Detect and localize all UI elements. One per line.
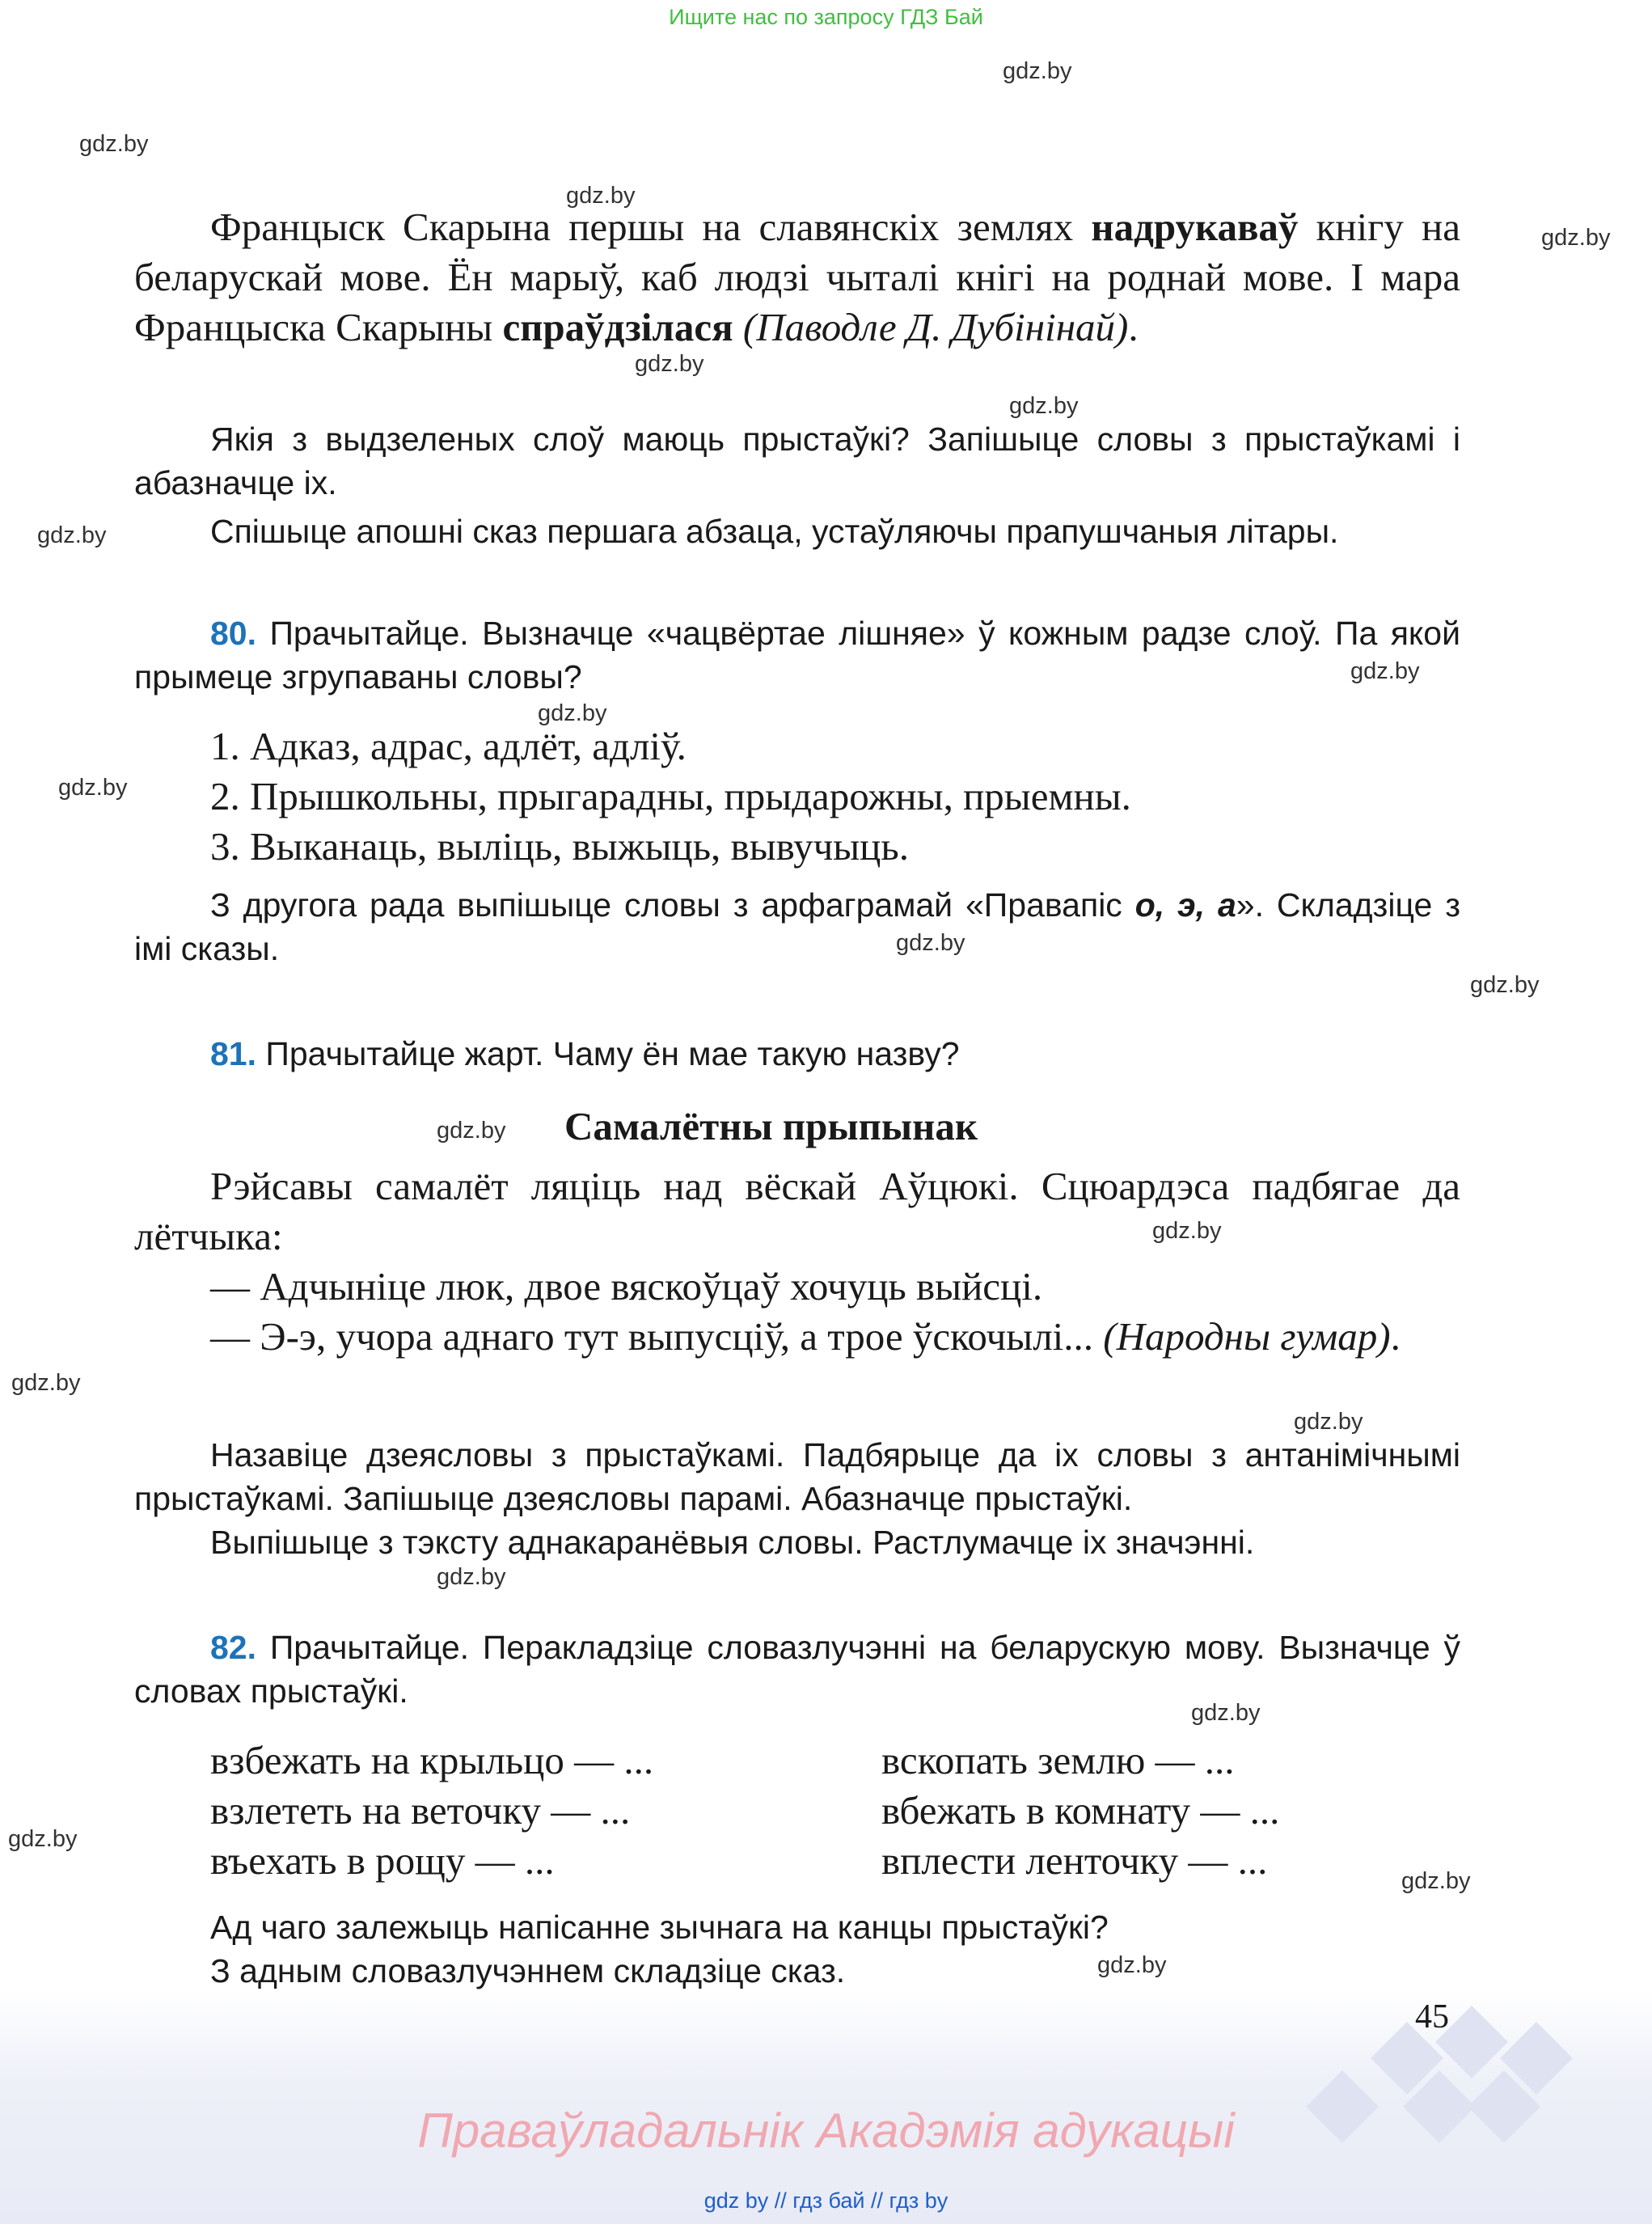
story-source: (Народны гумар) <box>1093 1314 1391 1359</box>
intro-text-b: кнігу на беларускай мове. Ён марыў, каб людзі чыталі кнігі на роднай мове. І мара Францыска Скарыны <box>134 205 1460 349</box>
intro-task-1: Якія з выдзеленых слоў маюць прыстаўкі? Запішыце словы з прыстаўкамі і абазначце іх. <box>134 421 1460 501</box>
intro-end: . <box>1128 305 1139 349</box>
intro-source: (Паводле Д. Дубінінай) <box>733 305 1129 349</box>
watermark: gdz.by <box>1003 58 1072 84</box>
watermark: gdz.by <box>8 1826 78 1852</box>
watermark: gdz.by <box>566 183 636 209</box>
exercise-80-row-3: 3. Выканаць, выліць, выжыць, вывучыць. <box>210 824 909 869</box>
exercise-81-number: 81. <box>210 1035 256 1072</box>
intro-task-2: Спішыце апошні сказ першага абзаца, устаўляючы прапушчаныя літары. <box>210 513 1339 550</box>
exercise-80-number: 80. <box>210 615 256 652</box>
watermark: gdz.by <box>11 1370 81 1396</box>
exercise-82-text: Прачытайце. Перакладзіце словазлучэнні на беларускую мову. Вызначце ў словах прыстаўкі. <box>134 1629 1460 1710</box>
story-title: Самалётны прыпынак <box>564 1104 978 1148</box>
watermark: gdz.by <box>1541 225 1611 251</box>
intro-text-a: Францыск Скарына першы на славянскіх землях <box>210 205 1092 249</box>
exercise-82-task-1: Ад чаго залежыць напісанне зычнага на канцы прыстаўкі? <box>210 1909 1109 1946</box>
watermark: gdz.by <box>37 522 107 548</box>
phrase-right-1: вскопать землю — ... <box>881 1738 1235 1782</box>
exercise-80-text: Прачытайце. Вызначце «чацвёртае лішняе» ў кожным радзе слоў. Па якой прымеце згрупаваны словы? <box>134 615 1460 696</box>
watermark: gdz.by <box>437 1564 506 1590</box>
highlighted-word-nadrukavau: надрукаваў <box>1091 205 1299 249</box>
exercise-82-instruction <box>134 1626 1460 1713</box>
exercise-80-task <box>134 883 1460 970</box>
watermark: gdz.by <box>538 700 607 726</box>
watermark: gdz.by <box>58 775 128 801</box>
story-paragraph-1: Рэйсавы самалёт ляціць над вёскай Аўцюкі. Сцюардэса падбягае да лётчыка: <box>134 1164 1460 1258</box>
exercise-80-row-1: 1. Адказ, адрас, адлёт, адліў. <box>210 724 687 768</box>
story-paragraph-3-text: — Э-э, учора аднаго тут выпусціў, а трое ўскочылі... <box>210 1314 1094 1359</box>
footer-links[interactable]: gdz by // гдз бай // гдз by <box>703 2188 949 2213</box>
phrase-left-1: взбежать на крыльцо — ... <box>210 1738 654 1782</box>
exercise-80-task-a: З другога рада выпішыце словы з арфаграмай «Правапіс <box>210 886 1135 924</box>
watermark: gdz.by <box>896 930 965 956</box>
exercise-81-task-2: Выпішыце з тэксту аднакаранёвыя словы. Растлумачце іх значэнні. <box>210 1524 1255 1561</box>
exercise-80-task-bold: о, э, а <box>1134 886 1236 924</box>
exercise-81-task-1: Назавіце дзеясловы з прыстаўкамі. Падбярыце да іх словы з антанімічнымі прыстаўкамі. Запішыце дзеясловы парамі. Абазначце прыстаўкі. <box>134 1436 1460 1517</box>
phrase-right-3: вплести ленточку — ... <box>881 1838 1268 1883</box>
watermark: gdz.by <box>1152 1218 1222 1244</box>
watermark: gdz.by <box>1294 1409 1363 1435</box>
exercise-82-number: 82. <box>210 1629 256 1666</box>
intro-paragraph <box>134 202 1460 353</box>
story-end: . <box>1390 1314 1401 1359</box>
highlighted-word-spraudzilasia: спраўдзілася <box>502 305 733 349</box>
phrase-left-2: взлететь на веточку — ... <box>210 1788 631 1833</box>
watermark: gdz.by <box>79 131 149 157</box>
watermark: gdz.by <box>1009 393 1079 419</box>
watermark: gdz.by <box>1401 1868 1471 1894</box>
exercise-80-instruction <box>134 611 1460 699</box>
phrase-left-3: въехать в рощу — ... <box>210 1838 555 1883</box>
watermark: gdz.by <box>1470 972 1540 998</box>
exercise-80-row-2: 2. Прышкольны, прыгарадны, прыдарожны, прыемны. <box>210 774 1131 818</box>
story-paragraph-3 <box>134 1312 1460 1362</box>
page-number: 45 <box>1415 1998 1449 2036</box>
phrase-right-2: вбежать в комнату — ... <box>881 1788 1280 1833</box>
exercise-81-text: Прачытайце жарт. Чаму ён мае такую назву? <box>256 1035 960 1072</box>
watermark: gdz.by <box>1097 1952 1167 1978</box>
exercise-80-task-b: ». Складзіце з імі сказы. <box>134 886 1460 967</box>
watermark: gdz.by <box>1350 658 1420 684</box>
story-paragraph-2: — Адчыніце люк, двое вяскоўцаў хочуць выйсці. <box>210 1264 1043 1309</box>
exercise-82-task-2: З адным словазлучэннем складзіце сказ. <box>210 1952 846 1989</box>
watermark: gdz.by <box>437 1118 506 1144</box>
search-hint-banner[interactable]: Ищите нас по запросу ГДЗ Бай <box>669 5 983 29</box>
exercise-81-instruction <box>134 1032 1460 1076</box>
watermark: gdz.by <box>1191 1700 1261 1726</box>
copyright-holder: Праваўладальнік Акадэмія адукацыі <box>417 2103 1235 2158</box>
watermark: gdz.by <box>635 351 704 377</box>
